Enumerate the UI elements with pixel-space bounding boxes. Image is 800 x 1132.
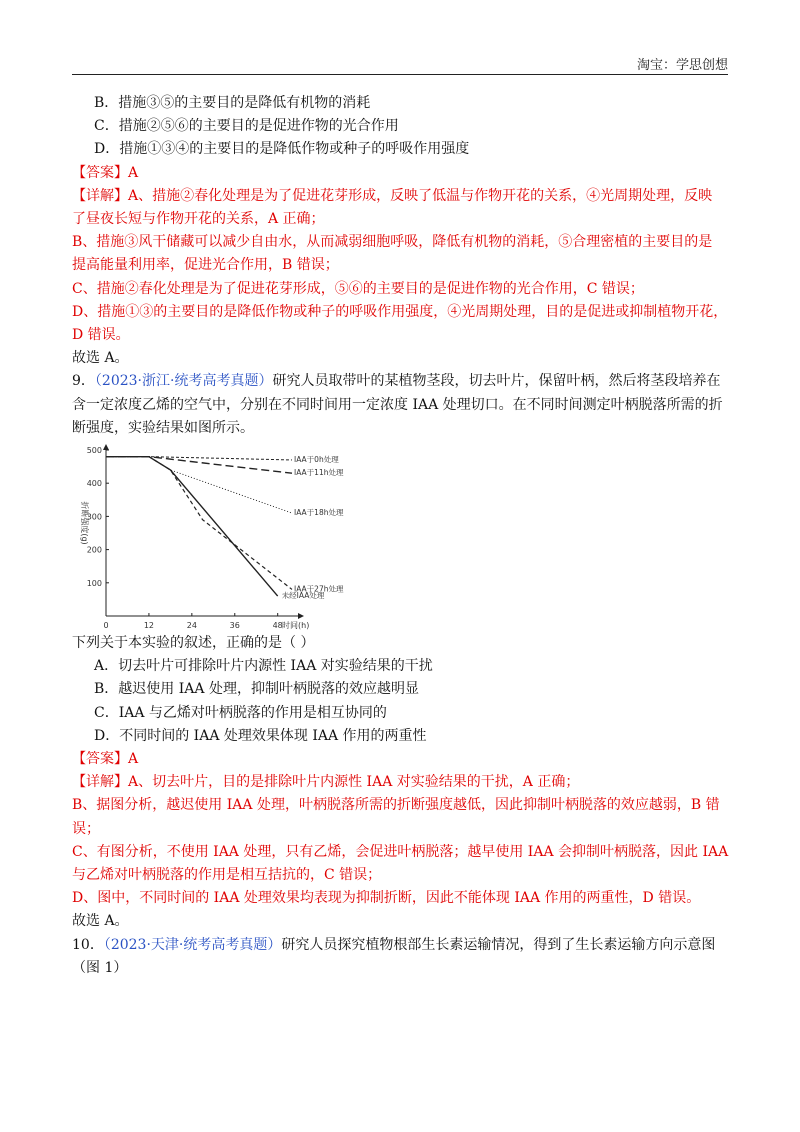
q9-detail-3: 误； [72, 820, 100, 837]
q9-stem-1: 9．（2023·浙江·统考高考真题）研究人员取带叶的某植物茎段，切去叶片，保留叶柄，然后将茎段培养在 [72, 373, 721, 390]
q9-question: 下列关于本实验的叙述，正确的是（ ） [72, 635, 315, 652]
q9-conclusion: 故选 A。 [72, 913, 129, 930]
y-axis-label: 折断强度(g) [80, 501, 89, 545]
q9-option-a: A．切去叶片可排除叶片内源性 IAA 对实验结果的干扰 [94, 658, 433, 675]
q9-stem-2: 含一定浓度乙烯的空气中，分别在不同时间用一定浓度 IAA 处理切口。在不同时间测定叶柄脱落所需的折 [72, 396, 723, 413]
q9-detail-1: 【详解】A、切去叶片，目的是排除叶片内源性 IAA 对实验结果的干扰，A 正确； [72, 774, 580, 791]
q9-stem-3: 断强度，实验结果如图所示。 [72, 419, 254, 436]
y-tick-label: 100 [86, 578, 102, 588]
series-label-2: IAA于11h处理 [294, 468, 344, 478]
q8-detail-7: D 错误。 [72, 327, 130, 344]
q8-answer: 【答案】A [72, 164, 139, 181]
q10-stem-2: （图 1） [72, 959, 128, 976]
q8-detail-2: 了昼夜长短与作物开花的关系，A 正确； [72, 211, 325, 228]
page-header [72, 52, 728, 75]
series-label-1: IAA于0h处理 [294, 455, 339, 465]
q9-option-c: C．IAA 与乙烯对叶柄脱落的作用是相互协同的 [94, 704, 387, 721]
y-tick-label: 300 [86, 512, 102, 522]
x-tick-label: 0 [103, 621, 109, 631]
x-axis-arrow [298, 613, 304, 619]
q8-option-c: C．措施②⑤⑥的主要目的是促进作物的光合作用 [94, 118, 399, 135]
q9-detail-5: 与乙烯对叶柄脱落的作用是相互拮抗的，C 错误； [72, 867, 382, 884]
x-tick-label: 36 [229, 621, 240, 631]
q8-conclusion: 故选 A。 [72, 350, 129, 367]
q9-detail-4: C、有图分析，不使用 IAA 处理，只有乙烯，会促进叶柄脱落；越早使用 IAA 会抑制叶柄脱落，因此 IAA [72, 843, 729, 860]
q8-detail-5: C、措施②春化处理是为了促进花芽形成，⑤⑥的主要目的是促进作物的光合作用，C 错误； [72, 280, 644, 297]
series-line-4 [106, 457, 292, 590]
y-axis-arrow [103, 444, 109, 450]
q9-detail-2: B、据图分析，越迟使用 IAA 处理，叶柄脱落所需的折断强度越低，因此抑制叶柄脱落的效应越弱，B 错 [72, 797, 720, 814]
series-label-5: 未经IAA处理 [281, 591, 325, 601]
x-axis-label: 时间(h) [282, 621, 310, 631]
header-text: 淘宝：学思创想 [636, 58, 728, 73]
x-tick-label: 24 [186, 621, 197, 631]
page-content [72, 92, 732, 980]
x-tick-label: 12 [143, 621, 155, 631]
x-tick-label: 48 [272, 621, 283, 631]
q10-source: （2023·天津·统考高考真题） [103, 936, 282, 953]
q9-source: （2023·浙江·统考高考真题） [94, 373, 273, 390]
series-label-3: IAA于18h处理 [294, 508, 344, 518]
y-tick-label: 200 [86, 545, 102, 555]
q8-option-d: D．措施①③④的主要目的是降低作物或种子的呼吸作用强度 [94, 141, 470, 158]
q8-option-b: B．措施③⑤的主要目的是降低有机物的消耗 [94, 95, 371, 111]
q9-chart [72, 444, 732, 632]
q9-detail-6: D、图中，不同时间的 IAA 处理效果均表现为抑制折断，因此不能体现 IAA 作用的两重性，D 错误。 [72, 890, 701, 907]
q9-answer: 【答案】A [72, 751, 139, 768]
y-tick-label: 400 [86, 479, 102, 489]
q10-stem-1: 10．（2023·天津·统考高考真题）研究人员探究植物根部生长素运输情况，得到了生长素运输方向示意图 [72, 936, 716, 953]
q8-detail-4: 提高能量利用率，促进光合作用，B 错误； [72, 257, 339, 274]
line-chart [72, 444, 344, 632]
q8-detail-6: D、措施①③的主要目的是降低作物或种子的呼吸作用强度，④光周期处理，目的是促进或抑制植物开花， [72, 303, 728, 320]
q8-detail-3: B、措施③风干储藏可以减少自由水，从而减弱细胞呼吸，降低有机物的消耗，⑤合理密植的主要目的是 [72, 234, 713, 251]
series-line-2 [106, 457, 292, 474]
y-tick-label: 500 [86, 446, 102, 456]
q9-option-d: D．不同时间的 IAA 处理效果体现 IAA 作用的两重性 [94, 727, 427, 744]
series-label-4: IAA于27h处理 [294, 584, 344, 594]
q9-option-b: B．越迟使用 IAA 处理，抑制叶柄脱落的效应越明显 [94, 681, 419, 698]
q8-detail-1: 【详解】A、措施②春化处理是为了促进花芽形成，反映了低温与作物开花的关系，④光周期处理，反映 [72, 187, 713, 204]
